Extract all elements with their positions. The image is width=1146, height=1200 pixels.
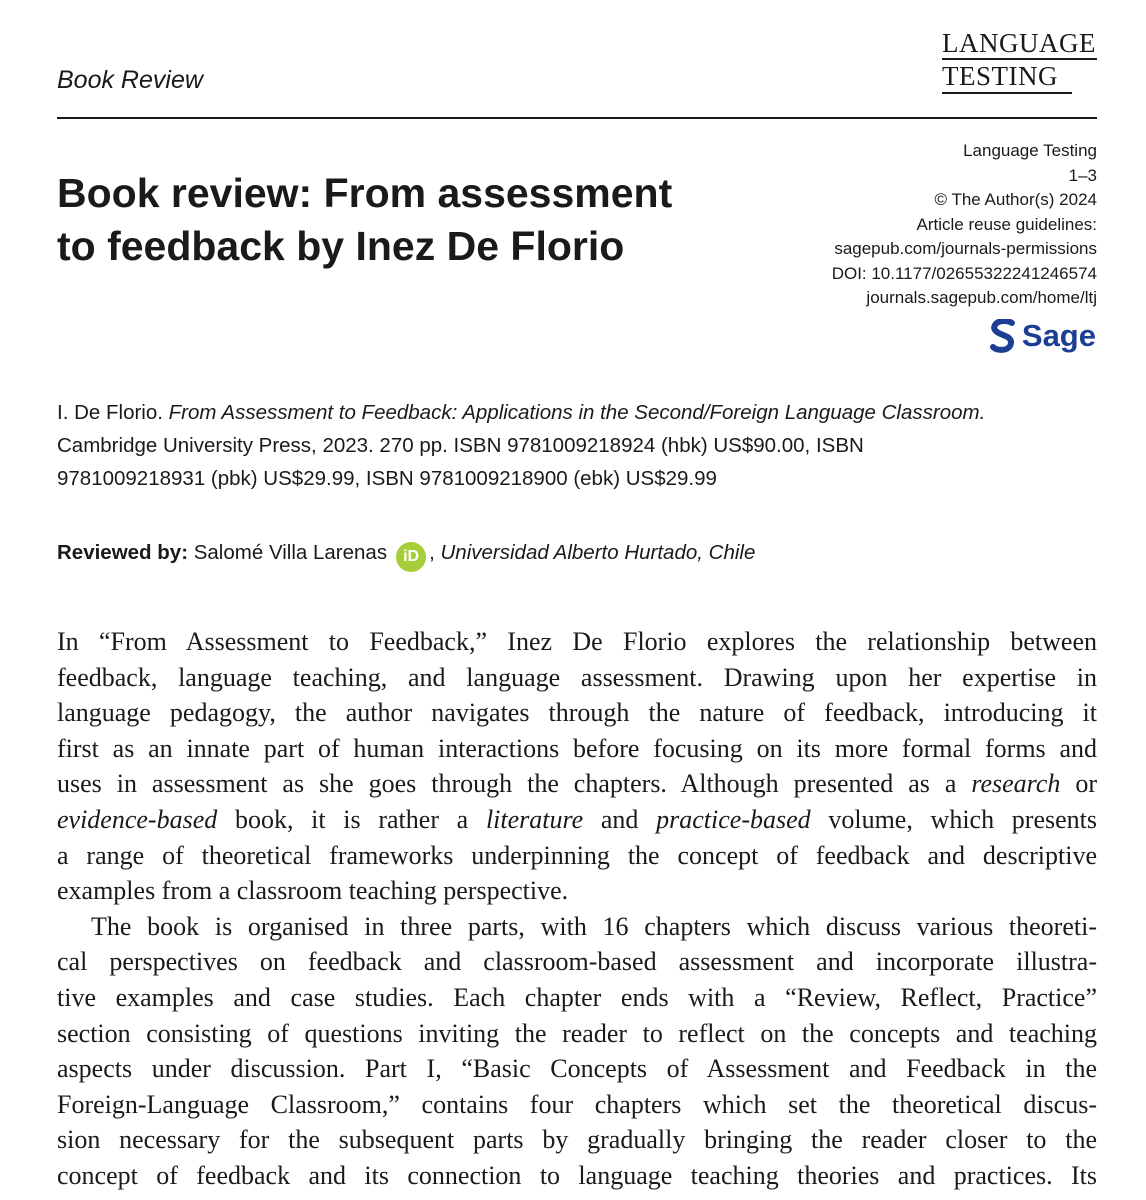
body-line: The book is organised in three parts, with 16 chapters which discuss various theoreti- — [91, 911, 1097, 941]
body-line — [57, 766, 1097, 802]
meta-copyright: © The Author(s) 2024 — [934, 190, 1097, 209]
body-emphasis: literature — [485, 804, 584, 834]
book-citation — [57, 396, 1107, 495]
citation-line-3: 9781009218931 (pbk) US$29.99, ISBN 9781009218900 (ebk) US$29.99 — [57, 467, 717, 490]
body-line: tive examples and case studies. Each chapter ends with a “Review, Reflect, Practice” — [57, 982, 1097, 1012]
body-emphasis: research — [971, 769, 1061, 799]
article-body — [57, 624, 1097, 1194]
sage-s-icon — [990, 319, 1016, 353]
meta-doi-link[interactable]: DOI: 10.1177/02655322241246574 — [831, 263, 1097, 283]
journal-logo-line1: LANGUAGE — [942, 28, 1096, 58]
body-text-run: or — [1060, 769, 1097, 799]
body-line: first as an innate part of human interactions before focusing on its more formal forms and — [57, 733, 1097, 763]
body-line: examples from a classroom teaching perspective. — [57, 876, 569, 906]
reviewer-affiliation: Universidad Alberto Hurtado, Chile — [440, 541, 756, 564]
body-line: language pedagogy, the author navigates through the nature of feedback, introducing it — [57, 698, 1097, 728]
body-line: feedback, language teaching, and language assessment. Drawing upon her expertise in — [57, 662, 1097, 692]
body-line: a range of theoretical frameworks underpinning the concept of feedback and descriptive — [57, 840, 1097, 870]
journal-logo — [942, 28, 1097, 94]
sage-logo — [990, 318, 1096, 354]
article-metadata — [777, 139, 1097, 311]
meta-pages: 1–3 — [1068, 165, 1097, 185]
body-text-run: volume, which presents — [810, 804, 1097, 834]
body-line: section consisting of questions inviting the reader to reflect on the concepts and teaching — [57, 1018, 1097, 1048]
citation-line-1 — [57, 396, 1107, 429]
body-line: In “From Assessment to Feedback,” Inez De Florio explores the relationship between — [57, 627, 1097, 656]
reviewer-name: Salomé Villa Larenas — [193, 541, 388, 564]
reviewer-line: Reviewed by: Salomé Villa Larenas iD , Universidad Alberto Hurtado, Chile — [57, 533, 1057, 573]
meta-homepage-link[interactable]: journals.sagepub.com/home/ltj — [866, 288, 1097, 307]
body-text-run: and — [583, 804, 657, 834]
header-rule — [57, 117, 1097, 119]
sage-logo-text: Sage — [1021, 318, 1096, 353]
meta-journal: Language Testing — [963, 141, 1097, 160]
body-line: cal perspectives on feedback and classroom-based assessment and incorporate illustra- — [57, 947, 1097, 977]
body-line: sion necessary for the subsequent parts by gradually bringing the reader closer to the — [57, 1125, 1097, 1155]
body-text-run: uses in assessment as she goes through the chapters. Although presented as a — [57, 769, 972, 799]
body-line: aspects under discussion. Part I, “Basic Concepts of Assessment and Feedback in the — [57, 1054, 1097, 1084]
body-line — [57, 802, 1097, 838]
orcid-icon[interactable]: iD — [396, 542, 426, 572]
body-line: Foreign-Language Classroom,” contains four chapters which set the theoretical discus- — [57, 1089, 1097, 1119]
citation-author: I. De Florio. — [57, 401, 163, 424]
article-title — [57, 167, 787, 273]
citation-book-title: From Assessment to Feedback: Applications in the Second/Foreign Language Classroom. — [168, 401, 986, 424]
body-text-run: book, it is rather a — [217, 804, 486, 834]
body-emphasis: evidence-based — [57, 804, 218, 834]
journal-logo-line2: TESTING — [942, 60, 1072, 94]
title-line-1: Book review: From assessment — [57, 170, 673, 216]
section-label: Book Review — [57, 66, 203, 94]
reviewer-label: Reviewed by: — [57, 541, 189, 564]
citation-line-2: Cambridge University Press, 2023. 270 pp. ISBN 9781009218924 (hbk) US$90.00, ISBN — [57, 434, 864, 457]
body-line: concept of feedback and its connection to language teaching theories and practices. Its — [57, 1160, 1097, 1190]
meta-permissions-link[interactable]: sagepub.com/journals-permissions — [834, 239, 1097, 258]
body-emphasis: practice-based — [656, 804, 811, 834]
meta-reuse: Article reuse guidelines: — [916, 214, 1097, 234]
title-line-2: to feedback by Inez De Florio — [57, 223, 625, 269]
